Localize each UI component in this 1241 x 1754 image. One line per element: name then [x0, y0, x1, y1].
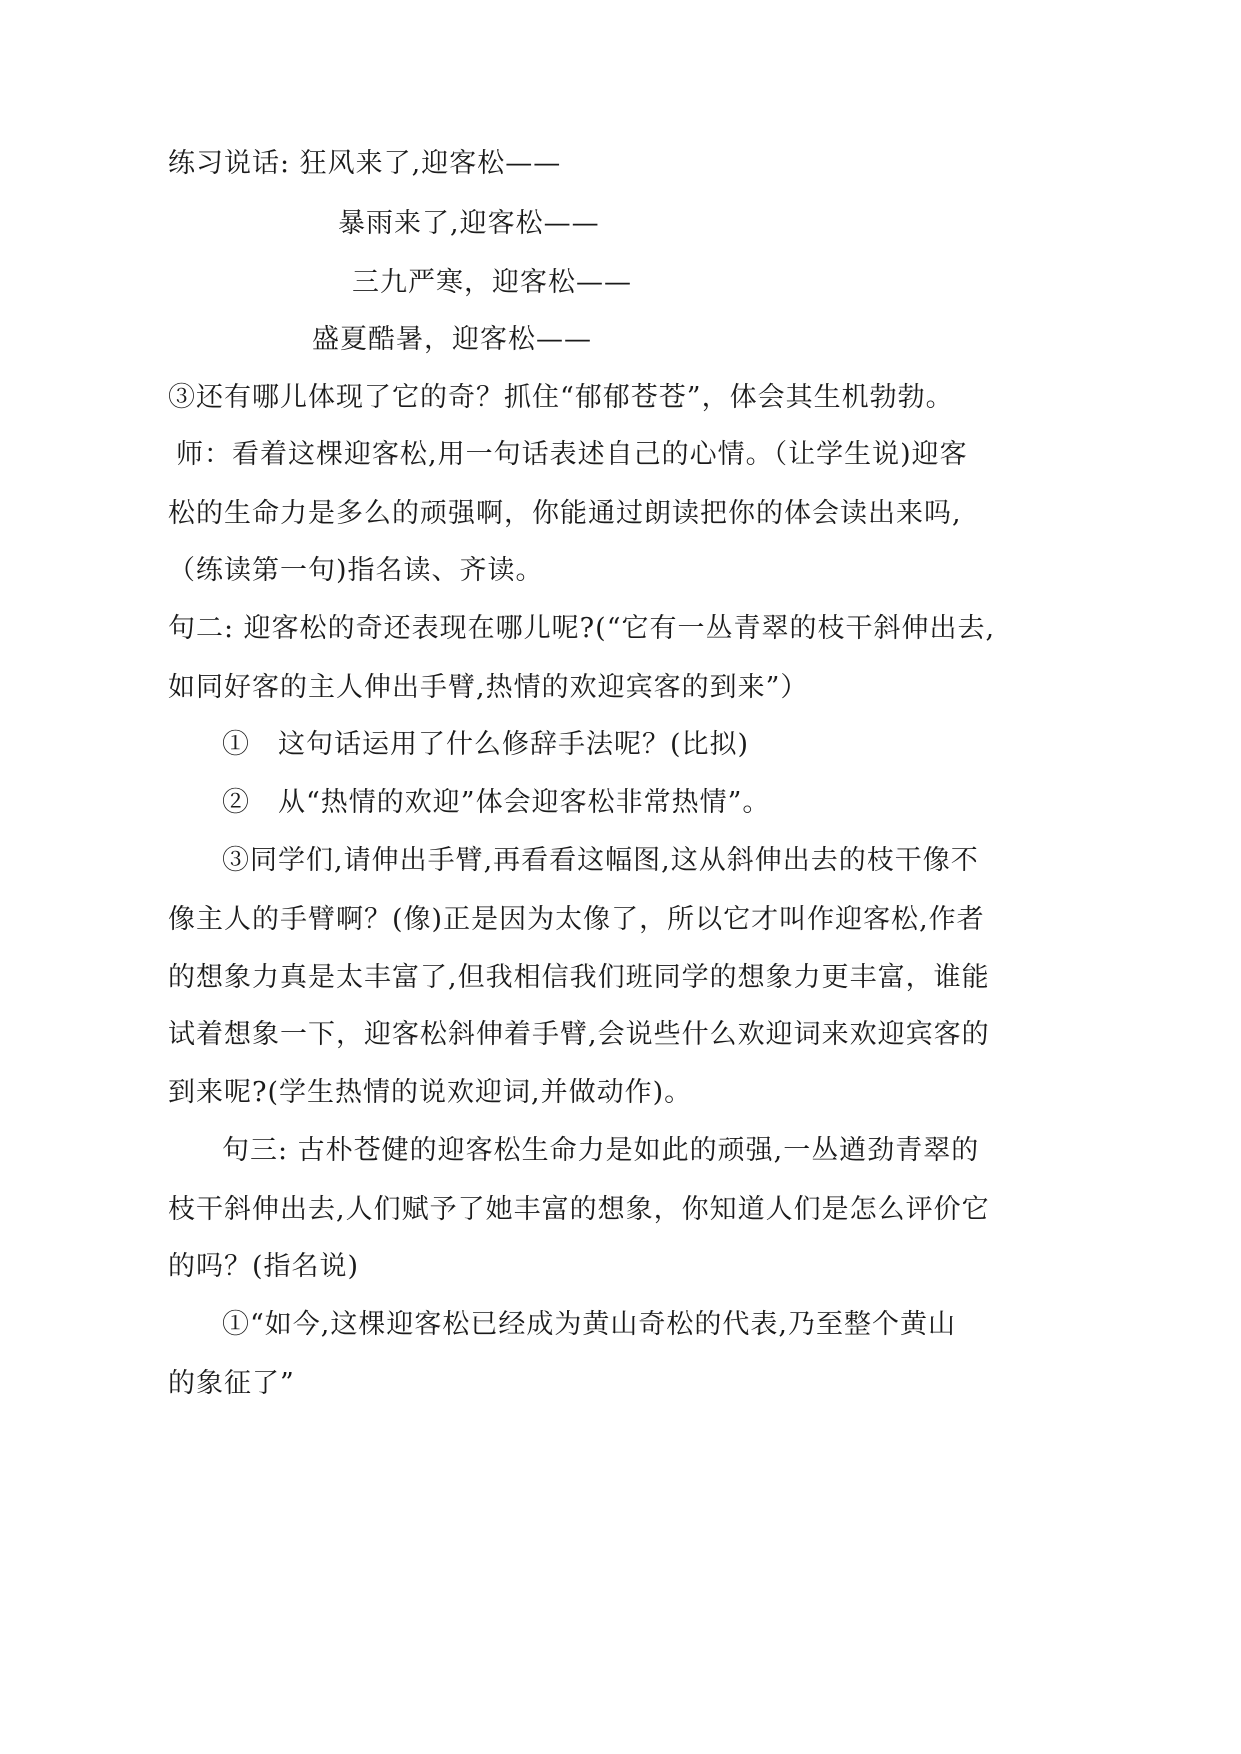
text-line: ② 从“热情的欢迎”体会迎客松非常热情”。 — [222, 787, 771, 818]
text-line: 的想象力真是太丰富了,但我相信我们班同学的想象力更丰富，谁能 — [168, 962, 990, 993]
text-line: 松的生命力是多么的顽强啊，你能通过朗读把你的体会读出来吗, — [168, 498, 962, 529]
text-line: 枝干斜伸出去,人们赋予了她丰富的想象，你知道人们是怎么评价它 — [168, 1194, 990, 1225]
text-line: ③还有哪儿体现了它的奇？抓住“郁郁苍苍”，体会其生机勃勃。 — [168, 382, 954, 413]
text-line: ① 这句话运用了什么修辞手法呢？(比拟) — [222, 729, 750, 760]
text-line: 的吗？(指名说) — [168, 1251, 360, 1282]
text-line: 盛夏酷暑，迎客松—— — [312, 324, 592, 355]
text-line: 练习说话: 狂风来了,迎客松—— — [168, 148, 562, 179]
text-line: ③同学们,请伸出手臂,再看看这幅图,这从斜伸出去的枝干像不 — [222, 845, 979, 876]
text-line: 三九严寒，迎客松—— — [352, 267, 632, 298]
text-line: 如同好客的主人伸出手臂,热情的欢迎宾客的到来”） — [168, 672, 809, 703]
text-line: 句三: 古朴苍健的迎客松生命力是如此的顽强,一丛遒劲青翠的 — [222, 1135, 980, 1166]
text-line: 句二: 迎客松的奇还表现在哪儿呢?(“它有一丛青翠的枝干斜伸出去, — [168, 613, 996, 644]
text-line: 像主人的手臂啊？(像)正是因为太像了，所以它才叫作迎客松,作者 — [168, 904, 985, 935]
text-line: 试着想象一下，迎客松斜伸着手臂,会说些什么欢迎词来欢迎宾客的 — [168, 1019, 990, 1050]
text-line: （练读第一句)指名读、齐读。 — [168, 555, 544, 586]
text-line: 到来呢?(学生热情的说欢迎词,并做动作)。 — [168, 1077, 693, 1108]
text-line: 暴雨来了,迎客松—— — [338, 208, 600, 239]
text-line: ①“如今,这棵迎客松已经成为黄山奇松的代表,乃至整个黄山 — [222, 1309, 956, 1340]
text-line: 师：看着这棵迎客松,用一句话表述自己的心情。（让学生说)迎客 — [176, 439, 968, 470]
text-line: 的象征了” — [168, 1368, 295, 1399]
